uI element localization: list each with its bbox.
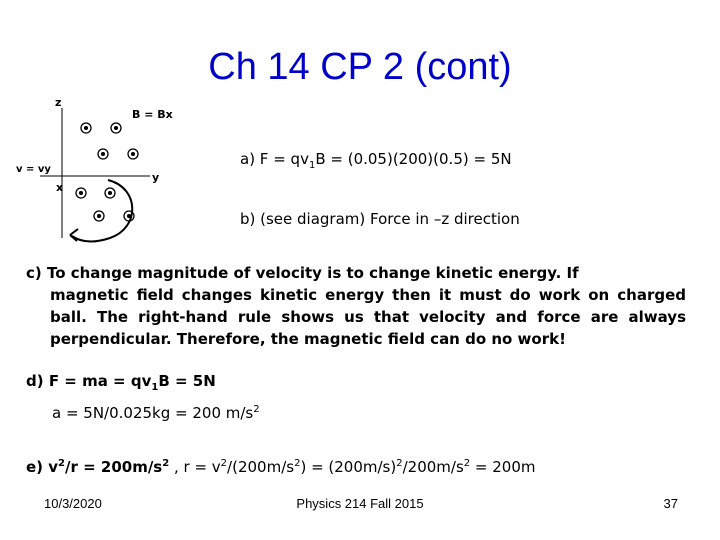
footer-date: 10/3/2020 <box>44 496 102 511</box>
part-c-body: magnetic field changes kinetic energy then it must do work on charged ball. The right-hand rule shows us that velocity and force are always perpendicular. Therefore, the magnetic field can do no work! <box>50 286 686 348</box>
footer-page-number: 37 <box>663 496 678 511</box>
footer-course: Physics 214 Fall 2015 <box>296 496 424 511</box>
b-field-label: B = Bx <box>132 108 173 121</box>
part-e-equation: e) $v^2/r = 200m/s^2$ , $r = v^2/(200m/s^2) = (200m/s)^2/200m/s^2 = 200m$ <box>26 458 536 476</box>
part-c-explanation <box>26 262 686 350</box>
y-axis-label: y <box>152 171 160 184</box>
part-a-equation: a) $F = qv_1B = (0.05)(200)(0.5) = 5N$ <box>240 150 512 171</box>
part-d-acceleration: a = 5N/0.025kg = 200 $m/s^2$ <box>52 404 260 422</box>
x-axis-label: x <box>56 181 64 194</box>
velocity-label: v = vy <box>16 164 51 175</box>
slide-title: Ch 14 CP 2 (cont) <box>208 46 512 88</box>
part-c-first-line: c) To change magnitude of velocity is to change kinetic energy. If <box>26 264 579 282</box>
part-d-equation: d) F = ma = $qv_1B = 5N$ <box>26 372 216 393</box>
z-axis-label: z <box>55 96 62 109</box>
magnetic-field-diagram <box>0 88 200 248</box>
field-out-of-page-symbols <box>76 123 138 221</box>
trajectory-arc <box>72 180 132 242</box>
part-b-answer: b) (see diagram) Force in –z direction <box>240 210 520 228</box>
